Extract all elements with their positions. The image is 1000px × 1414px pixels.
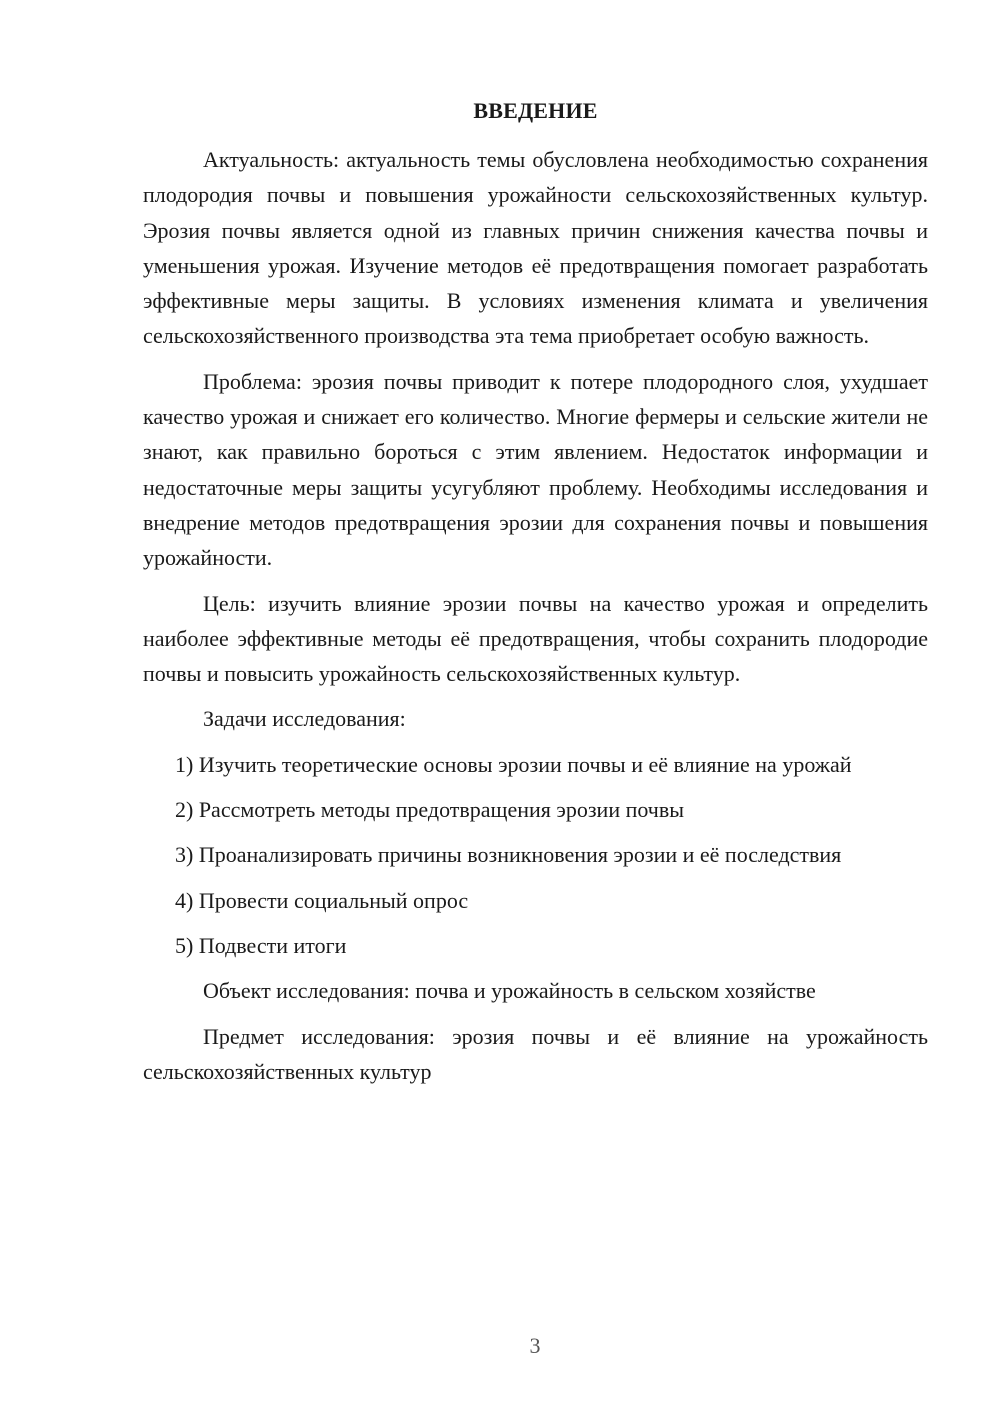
page-number: 3 — [529, 1333, 541, 1358]
tasks-heading: Задачи исследования: — [203, 706, 406, 732]
task-item-5: 5) Подвести итоги — [175, 932, 347, 958]
paragraph-problem: Проблема: эрозия почвы приводит к потере плодородного слоя, ухудшает качество урожая и снижает его количество. Многие фермеры и сельские жители не знают, как правильно бороться с этим явлением. Недостаток информации и недостаточные меры защиты усугубляют проблему. Необходимы исследования и внедрение методов предотвращения эрозии для сохранения почвы и повышения урожайности. — [143, 368, 928, 571]
paragraph-goal: Цель: изучить влияние эрозии почвы на качество урожая и определить наиболее эффективные методы её предотвращения, чтобы сохранить плодородие почвы и повысить урожайность сельскохозяйственных культур. — [143, 590, 928, 687]
task-item-4: 4) Провести социальный опрос — [175, 887, 469, 913]
research-subject: Предмет исследования: эрозия почвы и её влияние на урожайность сельскохозяйственных культур — [143, 1023, 928, 1084]
paragraph-relevance: Актуальность: актуальность темы обусловлена необходимостью сохранения плодородия почвы и повышения урожайности сельскохозяйственных культур. Эрозия почвы является одной из главных причин снижения качества почвы и уменьшения урожая. Изучение методов её предотвращения помогает разработать эффективные меры защиты. В условиях изменения климата и увеличения сельскохозяйственного производства эта тема приобретает особую важность. — [143, 147, 928, 349]
task-item-3: 3) Проанализировать причины возникновения эрозии и её последствия — [175, 842, 842, 868]
page-title: ВВЕДЕНИЕ — [473, 98, 598, 123]
task-item-2: 2) Рассмотреть методы предотвращения эрозии почвы — [175, 797, 685, 823]
document-page — [143, 93, 928, 1099]
research-object: Объект исследования: почва и урожайность в сельском хозяйстве — [203, 978, 816, 1004]
task-item-1: 1) Изучить теоретические основы эрозии почвы и её влияние на урожай — [175, 751, 852, 777]
